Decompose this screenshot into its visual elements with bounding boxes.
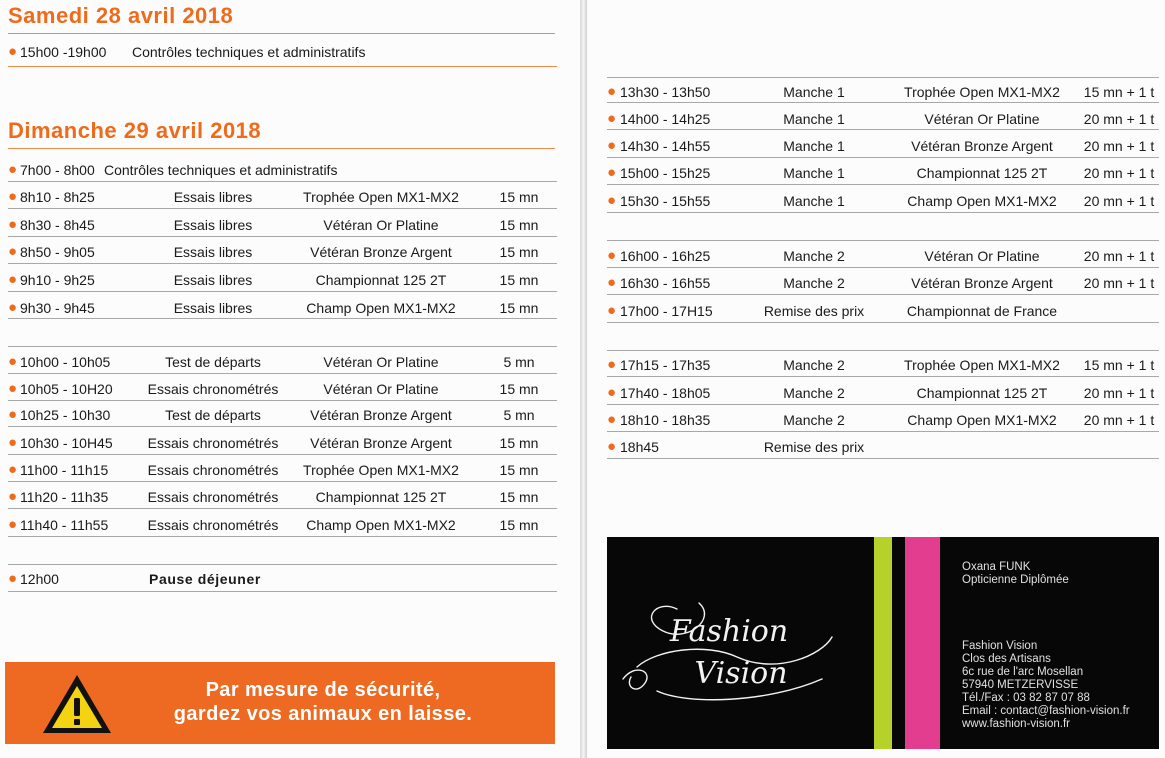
row-time: 10h05 - 10H20 — [20, 381, 113, 397]
row-duration: 15 mn + 1 t — [1083, 357, 1155, 373]
row-category: Trophée Open MX1-MX2 — [303, 462, 459, 478]
row-duration: 15 mn — [499, 489, 539, 505]
row-activity: Essais chronométrés — [147, 517, 279, 533]
row-category: Vétéran Or Platine — [323, 217, 439, 233]
row-category: Vétéran Bronze Argent — [310, 407, 452, 423]
row-time: 13h30 - 13h50 — [620, 84, 711, 100]
saturday-row — [8, 40, 555, 64]
ad-address-2: 6c rue de l'arc Mosellan — [962, 666, 1084, 678]
schedule-row — [8, 268, 557, 292]
row-activity: Essais libres — [173, 189, 253, 205]
bullet-dot: ● — [8, 434, 18, 451]
bullet-dot: ● — [8, 461, 18, 478]
schedule-row — [607, 353, 1159, 377]
row-activity: Manche 2 — [783, 275, 845, 291]
schedule-row — [607, 271, 1159, 295]
schedule-row — [8, 513, 557, 537]
row-time: 8h10 - 8h25 — [20, 189, 95, 205]
bullet-dot: ● — [607, 384, 617, 401]
row-time: 15h00 -19h00 — [20, 44, 107, 60]
row-duration: 20 mn + 1 t — [1083, 248, 1155, 264]
row-divider — [8, 591, 557, 592]
sunday-title: Dimanche 29 avril 2018 — [8, 118, 262, 143]
bullet-dot: ● — [8, 570, 18, 587]
row-duration: 20 mn + 1 t — [1083, 165, 1155, 181]
row-duration: 20 mn + 1 t — [1083, 412, 1155, 428]
schedule-row — [8, 240, 557, 264]
row-divider — [8, 66, 557, 67]
schedule-row — [607, 408, 1159, 432]
schedule-row — [8, 567, 557, 591]
row-duration: 15 mn — [499, 189, 539, 205]
row-time: 7h00 - 8h00 — [20, 162, 95, 178]
ad-website: www.fashion-vision.fr — [962, 718, 1071, 730]
row-duration: 20 mn + 1 t — [1083, 193, 1155, 209]
bullet-dot: ● — [607, 247, 617, 264]
logo-fashion-text: Fashion — [669, 614, 789, 649]
row-category: Champ Open MX1-MX2 — [907, 412, 1057, 428]
row-divider — [607, 77, 1159, 78]
bullet-dot: ● — [8, 188, 18, 205]
row-time: 10h00 - 10h05 — [20, 354, 111, 370]
row-duration: 15 mn — [499, 435, 539, 451]
schedule-row — [607, 134, 1159, 158]
row-time: 10h30 - 10H45 — [20, 435, 113, 451]
row-time: 17h40 - 18h05 — [620, 385, 711, 401]
row-activity: Contrôles techniques et administratifs — [132, 44, 366, 60]
row-time: 11h40 - 11h55 — [20, 517, 109, 533]
row-activity: Manche 2 — [783, 248, 845, 264]
schedule-row — [8, 431, 557, 455]
ad-address-1: Clos des Artisans — [962, 653, 1051, 665]
page-fold — [580, 0, 587, 758]
row-category: Vétéran Bronze Argent — [310, 435, 452, 451]
row-duration: 15 mn — [499, 517, 539, 533]
row-time: 17h15 - 17h35 — [620, 357, 711, 373]
row-duration: 15 mn + 1 t — [1083, 84, 1155, 100]
row-duration: 20 mn + 1 t — [1083, 275, 1155, 291]
fashion-vision-ad — [607, 537, 1159, 749]
safety-banner — [5, 662, 555, 744]
schedule-row — [607, 244, 1159, 268]
row-time: 11h00 - 11h15 — [20, 462, 109, 478]
row-time: 18h10 - 18h35 — [620, 412, 711, 428]
row-category: Championnat 125 2T — [916, 385, 1048, 401]
bullet-dot: ● — [607, 411, 617, 428]
row-category: Champ Open MX1-MX2 — [907, 193, 1057, 209]
schedule-row — [607, 299, 1159, 323]
row-activity: Manche 1 — [783, 193, 845, 209]
row-activity: Essais chronométrés — [147, 435, 279, 451]
row-category: Championnat 125 2T — [315, 489, 447, 505]
row-category: Vétéran Or Platine — [924, 111, 1040, 127]
row-duration: 15 mn — [499, 217, 539, 233]
row-time: 9h30 - 9h45 — [20, 300, 95, 316]
row-time: 11h20 - 11h35 — [20, 489, 109, 505]
row-time: 8h50 - 9h05 — [20, 244, 95, 260]
row-category: Trophée Open MX1-MX2 — [904, 357, 1060, 373]
row-activity: Essais chronométrés — [147, 381, 279, 397]
bullet-dot: ● — [607, 438, 617, 455]
fashion-vision-logo — [617, 579, 842, 709]
row-time: 15h00 - 15h25 — [620, 165, 711, 181]
row-time: 16h30 - 16h55 — [620, 275, 711, 291]
row-time: 15h30 - 15h55 — [620, 193, 711, 209]
bullet-dot: ● — [8, 43, 18, 60]
schedule-row — [8, 350, 557, 374]
row-divider — [8, 346, 557, 347]
row-activity: Manche 1 — [783, 165, 845, 181]
row-duration: 5 mn — [503, 407, 535, 423]
row-category: Trophée Open MX1-MX2 — [904, 84, 1060, 100]
row-category: Championnat 125 2T — [916, 165, 1048, 181]
bullet-dot: ● — [8, 243, 18, 260]
row-duration: 20 mn + 1 t — [1083, 111, 1155, 127]
bullet-dot: ● — [607, 137, 617, 154]
row-category: Vétéran Or Platine — [323, 381, 439, 397]
row-time: 14h00 - 14h25 — [620, 111, 711, 127]
pink-stripe — [905, 537, 940, 749]
bullet-dot: ● — [8, 380, 18, 397]
schedule-row — [607, 435, 1159, 459]
row-duration: 15 mn — [499, 300, 539, 316]
row-time: 16h00 - 16h25 — [620, 248, 711, 264]
row-activity: Remise des prix — [763, 303, 865, 319]
bullet-dot: ● — [607, 83, 617, 100]
warning-triangle-icon — [41, 672, 113, 736]
row-category: Vétéran Or Platine — [924, 248, 1040, 264]
row-activity: Manche 2 — [783, 412, 845, 428]
bullet-dot: ● — [607, 302, 617, 319]
ad-phone: Tél./Fax : 03 82 87 07 88 — [962, 692, 1090, 704]
row-time: 9h10 - 9h25 — [20, 272, 95, 288]
row-activity: Manche 1 — [783, 111, 845, 127]
bullet-dot: ● — [607, 110, 617, 127]
schedule-row — [607, 381, 1159, 405]
bullet-dot: ● — [8, 216, 18, 233]
row-activity: Manche 2 — [783, 357, 845, 373]
row-activity: Essais chronométrés — [147, 462, 279, 478]
row-activity: Essais libres — [173, 300, 253, 316]
row-category: Championnat 125 2T — [315, 272, 447, 288]
ad-name: Oxana FUNK — [962, 561, 1031, 573]
row-activity: Test de départs — [165, 354, 261, 370]
row-category: Vétéran Bronze Argent — [911, 275, 1053, 291]
ad-shop-name: Fashion Vision — [962, 640, 1038, 652]
row-activity: Essais chronométrés — [147, 489, 279, 505]
safety-line-1: Par mesure de sécurité, — [205, 679, 441, 701]
bullet-dot: ● — [8, 271, 18, 288]
row-activity: Contrôles techniques et administratifs — [104, 162, 338, 178]
row-category: Vétéran Bronze Argent — [911, 138, 1053, 154]
schedule-row — [607, 80, 1159, 104]
row-activity: Remise des prix — [763, 439, 865, 455]
bullet-dot: ● — [607, 164, 617, 181]
saturday-title-underline — [8, 33, 555, 34]
bullet-dot: ● — [607, 192, 617, 209]
bullet-dot: ● — [607, 356, 617, 373]
row-activity: Test de départs — [165, 407, 261, 423]
row-time: 18h45 — [620, 439, 659, 455]
row-time: 17h00 - 17H15 — [620, 303, 713, 319]
row-duration: 15 mn — [499, 462, 539, 478]
sunday-title-underline — [8, 148, 555, 149]
schedule-row — [8, 296, 557, 320]
row-activity: Essais libres — [173, 272, 253, 288]
bullet-dot: ● — [8, 488, 18, 505]
schedule-row — [8, 158, 557, 182]
schedule-row — [8, 185, 557, 209]
row-category: Vétéran Or Platine — [323, 354, 439, 370]
row-activity: Essais libres — [173, 244, 253, 260]
schedule-row — [607, 107, 1159, 131]
row-activity: Manche 2 — [783, 385, 845, 401]
row-activity: Pause déjeuner — [149, 571, 261, 587]
row-activity: Manche 1 — [783, 84, 845, 100]
schedule-row — [8, 458, 557, 482]
row-activity: Manche 1 — [783, 138, 845, 154]
schedule-row — [607, 161, 1159, 185]
logo-vision-text: Vision — [694, 656, 788, 691]
row-time: 10h25 - 10h30 — [20, 407, 111, 423]
ad-profession: Opticienne Diplômée — [962, 574, 1069, 586]
bullet-dot: ● — [8, 406, 18, 423]
row-duration: 20 mn + 1 t — [1083, 138, 1155, 154]
schedule-row — [607, 189, 1159, 213]
row-category: Champ Open MX1-MX2 — [306, 517, 456, 533]
bullet-dot: ● — [8, 516, 18, 533]
bullet-dot: ● — [8, 299, 18, 316]
row-duration: 15 mn — [499, 381, 539, 397]
schedule-row — [8, 485, 557, 509]
row-divider — [8, 564, 557, 565]
schedule-row — [8, 403, 557, 427]
bullet-dot: ● — [8, 161, 18, 178]
ad-address-3: 57940 METZERVISSE — [962, 679, 1079, 691]
bullet-dot: ● — [8, 353, 18, 370]
schedule-row — [8, 377, 557, 401]
row-activity: Essais libres — [173, 217, 253, 233]
safety-line-2: gardez vos animaux en laisse. — [173, 703, 473, 725]
row-time: 8h30 - 8h45 — [20, 217, 95, 233]
saturday-title: Samedi 28 avril 2018 — [8, 3, 234, 28]
row-category: Champ Open MX1-MX2 — [306, 300, 456, 316]
row-duration: 5 mn — [503, 354, 535, 370]
row-time: 12h00 — [20, 571, 59, 587]
row-category: Vétéran Bronze Argent — [310, 244, 452, 260]
schedule-row — [8, 213, 557, 237]
ad-email: Email : contact@fashion-vision.fr — [962, 705, 1130, 717]
row-duration: 20 mn + 1 t — [1083, 385, 1155, 401]
green-stripe — [874, 537, 892, 749]
row-duration: 15 mn — [499, 244, 539, 260]
row-duration: 15 mn — [499, 272, 539, 288]
row-divider — [607, 350, 1159, 351]
row-time: 14h30 - 14h55 — [620, 138, 711, 154]
row-divider — [607, 240, 1159, 241]
row-category: Trophée Open MX1-MX2 — [303, 189, 459, 205]
row-category: Championnat de France — [906, 303, 1058, 319]
bullet-dot: ● — [607, 274, 617, 291]
